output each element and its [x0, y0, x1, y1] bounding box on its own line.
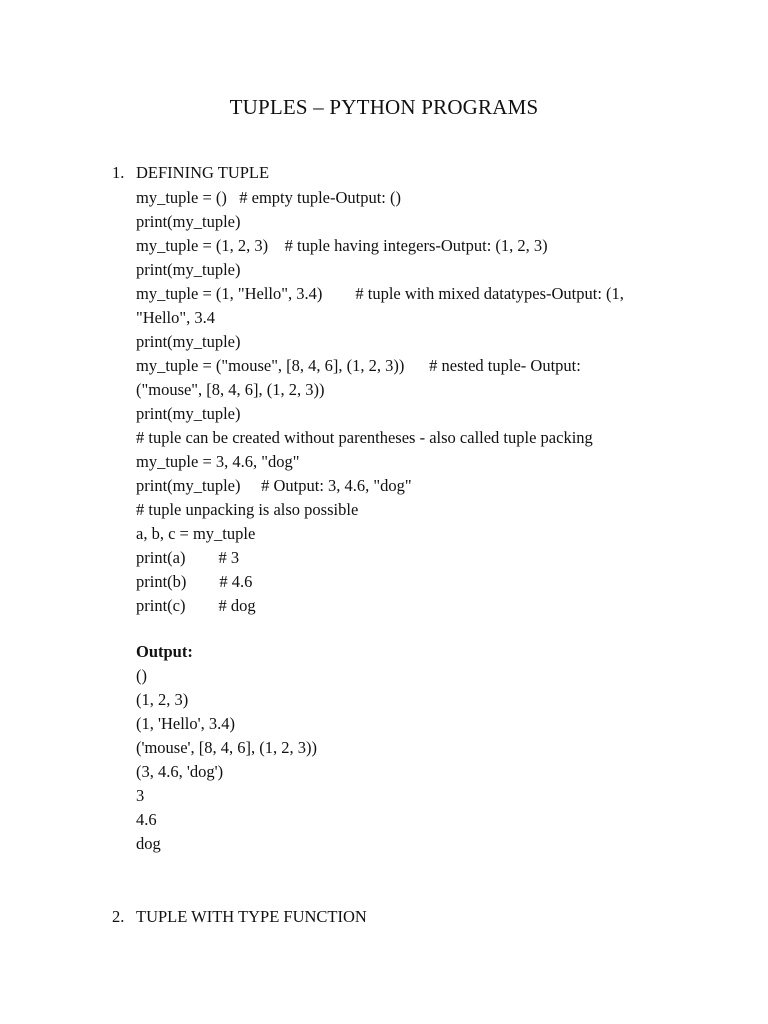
code-line: print(b) # 4.6	[136, 572, 253, 591]
code-line: print(a) # 3	[136, 548, 240, 567]
code-line: print(c) # dog	[136, 596, 256, 615]
code-line: my_tuple = () # empty tuple-Output: ()	[136, 188, 402, 207]
output-line: dog	[136, 834, 161, 853]
code-line: # tuple unpacking is also possible	[136, 500, 359, 519]
output-line: (3, 4.6, 'dog')	[136, 762, 224, 781]
code-line: # tuple can be created without parentheses - also called tuple packing	[136, 428, 593, 447]
code-line: print(my_tuple)	[136, 212, 241, 231]
code-line: my_tuple = 3, 4.6, "dog"	[136, 452, 300, 471]
output-line: 4.6	[136, 810, 157, 829]
code-line: print(my_tuple)	[136, 332, 241, 351]
section-1-number: 1.	[112, 163, 125, 182]
code-line: print(my_tuple)	[136, 404, 241, 423]
code-line: my_tuple = (1, "Hello", 3.4) # tuple with mixed datatypes-Output: (1,	[136, 284, 624, 303]
page-title: TUPLES – PYTHON PROGRAMS	[229, 95, 539, 119]
code-line: print(my_tuple)	[136, 260, 241, 279]
output-line: ()	[136, 666, 147, 685]
section-1-heading	[112, 163, 269, 183]
output-line: 3	[136, 786, 145, 805]
section-2-title: TUPLE WITH TYPE FUNCTION	[136, 907, 367, 926]
code-line: my_tuple = (1, 2, 3) # tuple having integers-Output: (1, 2, 3)	[136, 236, 548, 255]
section-2-number: 2.	[112, 907, 125, 926]
section-2-heading	[112, 907, 367, 927]
section-1-output-block	[136, 640, 696, 856]
output-line: (1, 'Hello', 3.4)	[136, 714, 235, 733]
output-line: ('mouse', [8, 4, 6], (1, 2, 3))	[136, 738, 317, 757]
code-line: print(my_tuple) # Output: 3, 4.6, "dog"	[136, 476, 412, 495]
section-1-code-block	[136, 186, 696, 618]
code-line: "Hello", 3.4	[136, 308, 216, 327]
code-line: a, b, c = my_tuple	[136, 524, 256, 543]
output-line: (1, 2, 3)	[136, 690, 189, 709]
section-1-title: DEFINING TUPLE	[136, 163, 270, 182]
code-line: ("mouse", [8, 4, 6], (1, 2, 3))	[136, 380, 325, 399]
code-line: my_tuple = ("mouse", [8, 4, 6], (1, 2, 3)) # nested tuple- Output:	[136, 356, 581, 375]
output-label: Output:	[136, 642, 193, 661]
